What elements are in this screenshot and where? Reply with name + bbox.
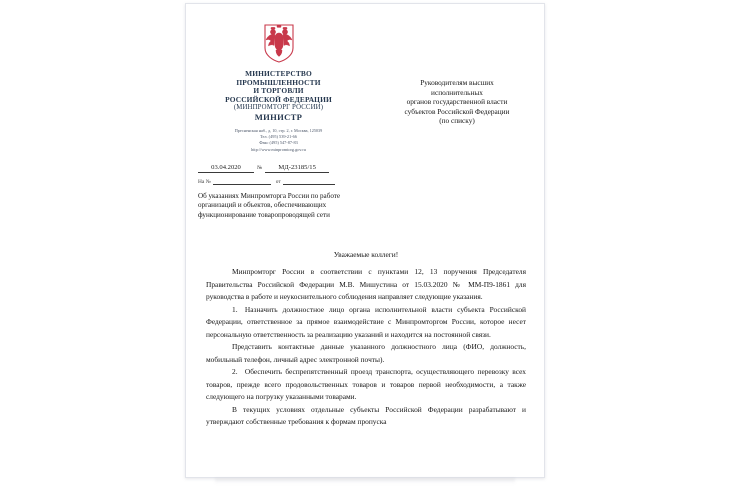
document-body <box>206 266 526 429</box>
addressee-block <box>382 78 532 126</box>
postal-address: Пресненская наб., д. 10, стр. 2, г. Москва, 125039 <box>234 128 323 133</box>
page-drop-shadow <box>215 478 515 484</box>
incoming-date-blank <box>283 178 335 185</box>
org-line-1: МИНИСТЕРСТВО <box>245 69 312 78</box>
salutation: Уважаемые коллеги! <box>333 250 399 259</box>
fax-number: Факс (495) 547-87-83 <box>259 140 298 146</box>
incoming-date-label: от <box>275 179 281 185</box>
body-paragraph: 2. Обеспечить беспрепятственный проезд транспорта, осуществляющего перевозку всех товаров, прежде всего продовольственных товаров и товаров первой необходимости, а также следующего на погрузку указанными товарами. <box>206 367 526 401</box>
incoming-number-label: На № <box>198 179 211 185</box>
incoming-number-blank <box>213 178 271 185</box>
body-paragraph: Представить контактные данные указанного должностного лица (ФИО, должность, мобильный телефон, личный адрес электронной почты). <box>206 342 526 364</box>
date-number-row <box>198 164 363 173</box>
website-url: http://www.minpromtorg.gov.ru <box>251 146 306 152</box>
document-page <box>185 3 545 478</box>
org-short-name: (МИНПРОМТОРГ РОССИИ) <box>233 104 324 112</box>
body-paragraph: Минпромторг России в соответствии с пунктами 12, 13 поручения Председателя Правительства Российской Федерации М.В. Мишустина от 15.03.2020 № ММ-П9-1861 для руководства в работе и неукоснительного соблюдения направляет следующие указания. <box>206 267 526 301</box>
page-content <box>186 4 544 477</box>
addressee-line-5: (по списку) <box>439 116 475 126</box>
addressee-line-2: исполнительных <box>431 87 483 97</box>
org-line-4: РОССИЙСКОЙ ФЕДЕРАЦИИ <box>225 94 332 104</box>
organization-title <box>196 70 361 113</box>
addressee-line-4: субъектов Российской Федерации <box>404 106 510 116</box>
org-line-2: ПРОМЫШЛЕННОСТИ <box>236 77 321 87</box>
document-date: 03.04.2020 <box>198 164 254 173</box>
document-number: МД-23185/15 <box>265 164 329 173</box>
post-title: МИНИСТР <box>254 112 303 122</box>
letterhead-contacts <box>192 128 365 153</box>
body-paragraph: 1. Назначить должностное лицо органа исполнительной власти субъекта Российской Федерации, ответственное за прямое взаимодействие с Минпромторгом России, которое несет персональную ответственность за реализацию указаний и находится на постоянной связи. <box>206 304 526 339</box>
russian-coat-of-arms-icon <box>186 23 371 68</box>
org-line-3: И ТОРГОВЛИ <box>253 86 304 96</box>
addressee-line-1: Руководителям высших <box>420 78 494 87</box>
body-paragraph: В текущих условиях отдельные субъекты Российской Федерации разрабатывают и утверждают собственные требования к формам пропуска <box>206 404 526 426</box>
addressee-line-3: органов государственной власти <box>406 97 508 107</box>
document-subject: Об указаниях Минпромторга России по работе организаций и объектов, обеспечивающих функционирование товаропроводящей сети <box>198 192 341 219</box>
phone-number: Тел. (495) 539-21-66 <box>260 134 297 140</box>
number-sign: № <box>257 165 263 171</box>
incoming-reference-row <box>198 178 363 185</box>
